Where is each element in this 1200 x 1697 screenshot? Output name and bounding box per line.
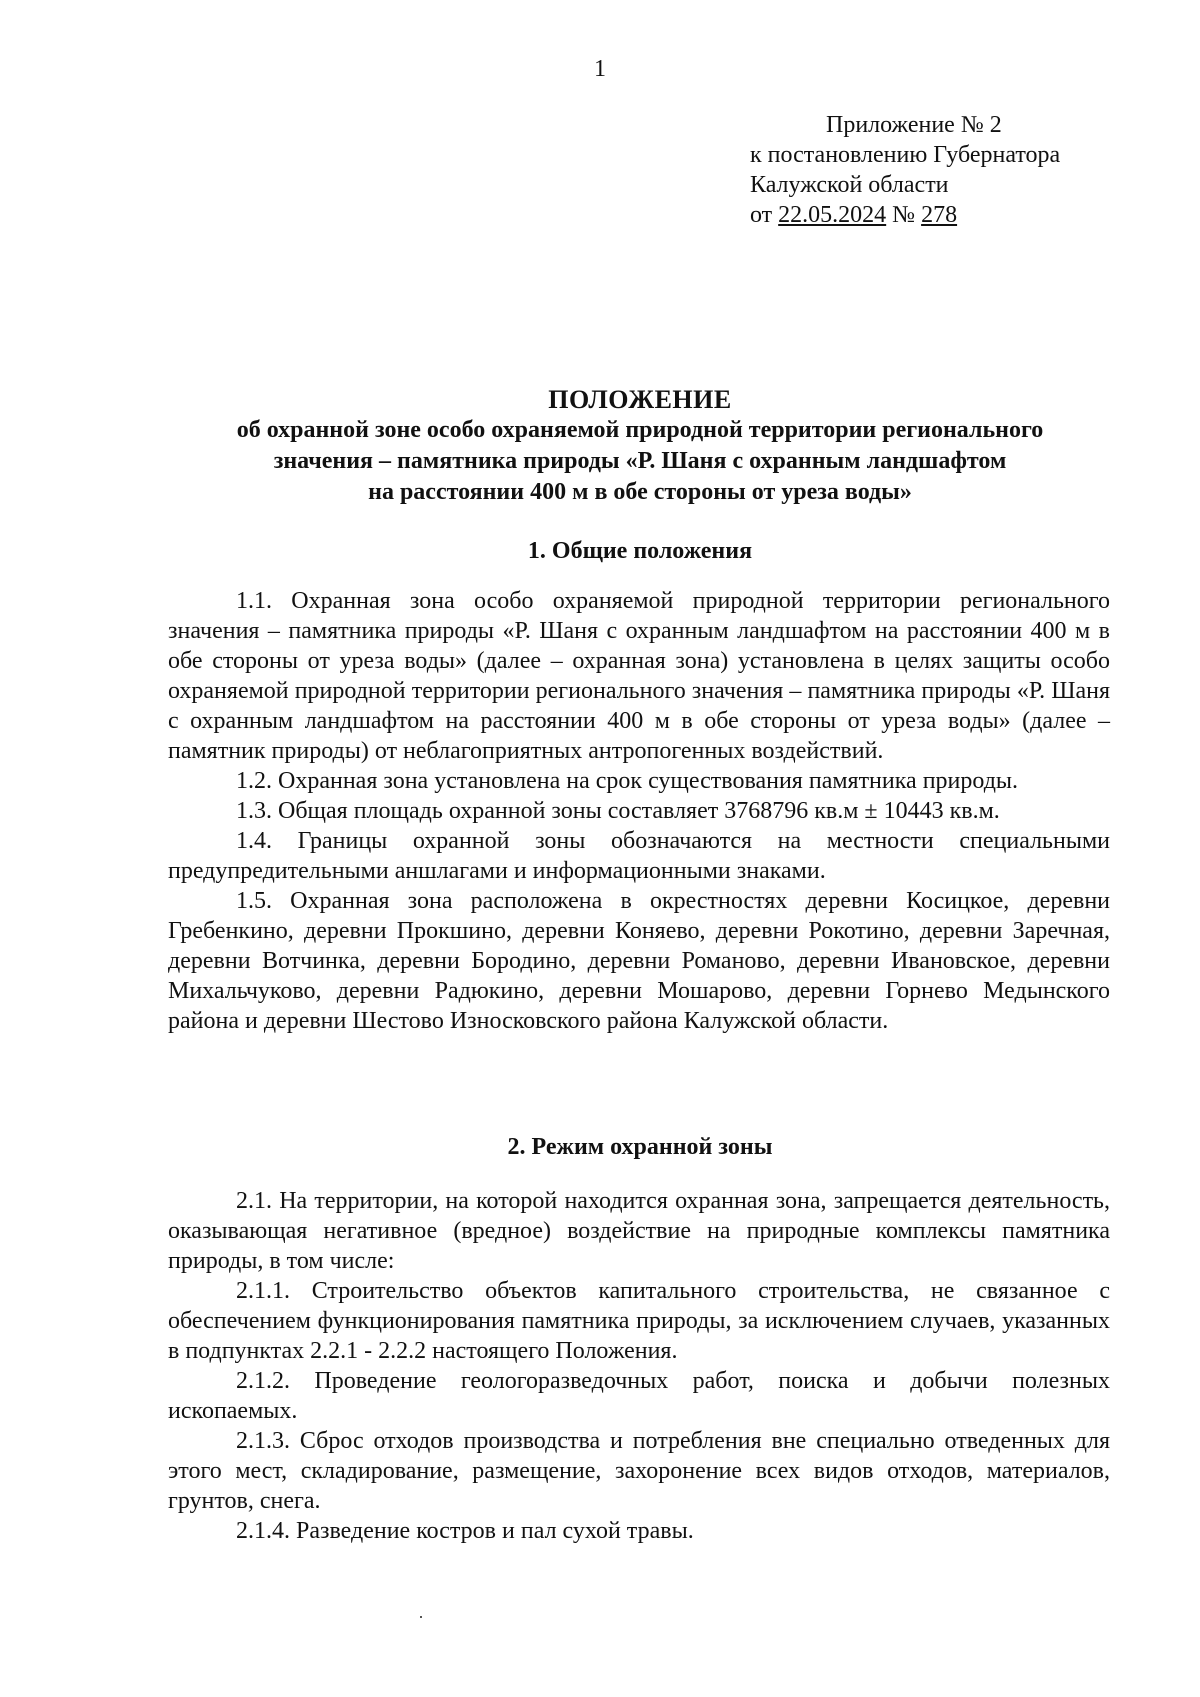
document-title-block — [160, 384, 1120, 508]
scan-dot-mark — [420, 1616, 422, 1618]
paragraph-2-1-4: 2.1.4. Разведение костров и пал сухой травы. — [236, 1518, 694, 1544]
paragraph-2-1: 2.1. На территории, на которой находится охранная зона, запрещается деятельность, оказывающая негативное (вредное) воздействие на природные комплексы памятника природы, в том числе: — [168, 1188, 1110, 1274]
title-line-3: на расстоянии 400 м в обе стороны от уреза воды» — [368, 479, 912, 505]
paragraph-1-2: 1.2. Охранная зона установлена на срок существования памятника природы. — [236, 768, 1019, 794]
attachment-line-2: к постановлению Губернатора — [750, 142, 1061, 168]
paragraph-2-1-2: 2.1.2. Проведение геологоразведочных работ, поиска и добычи полезных ископаемых. — [168, 1368, 1110, 1424]
decree-date: 22.05.2024 — [778, 202, 887, 228]
paragraph-1-3: 1.3. Общая площадь охранной зоны составляет 3768796 кв.м ± 10443 кв.м. — [236, 798, 1000, 824]
attachment-line-1: Приложение № 2 — [826, 112, 1002, 138]
section-1-heading: 1. Общие положения — [527, 538, 753, 564]
paragraph-1-1: 1.1. Охранная зона особо охраняемой природной территории регионального значения – памятника природы «Р. Шаня с охранным ландшафтом на расстоянии 400 м в обе стороны от уреза воды» (далее – охранная зона) установлена в целях защиты особо охраняемой природной территории регионального значения – памятника природы «Р. Шаня с охранным ландшафтом на расстоянии 400 м в обе стороны от уреза воды» (далее – памятник природы) от неблагоприятных антропогенных воздействий. — [168, 588, 1110, 764]
page-number: 1 — [594, 56, 606, 82]
paragraph-1-5: 1.5. Охранная зона расположена в окрестностях деревни Косицкое, деревни Гребенкино, деревни Прокшино, деревни Коняево, деревни Рокотино, деревни Заречная, деревни Вотчинка, деревни Бородино, деревни Романово, деревни Ивановское, деревни Михальчуково, деревни Радюкино, деревни Мошарово, деревни Горнево Медынского района и деревни Шестово Износковского района Калужской области. — [168, 888, 1110, 1034]
attachment-date-line — [750, 200, 1150, 230]
title-line-1: об охранной зоне особо охраняемой природной территории регионального — [236, 417, 1044, 443]
document-title: ПОЛОЖЕНИЕ — [548, 385, 732, 414]
attachment-line-3: Калужской области — [750, 172, 949, 198]
title-line-2: значения – памятника природы «Р. Шаня с охранным ландшафтом — [273, 448, 1007, 474]
date-prefix: от — [750, 202, 773, 228]
section-2-heading: 2. Режим охранной зоны — [507, 1134, 773, 1160]
paragraph-1-4: 1.4. Границы охранной зоны обозначаются на местности специальными предупредительными аншлагами и информационными знаками. — [168, 828, 1110, 884]
section-2-body — [168, 1186, 1110, 1546]
attachment-block — [750, 110, 1150, 230]
section-1-body — [168, 586, 1110, 1036]
decree-number: 278 — [921, 202, 958, 228]
paragraph-2-1-1: 2.1.1. Строительство объектов капитального строительства, не связанное с обеспечением функционирования памятника природы, за исключением случаев, указанных в подпунктах 2.2.1 - 2.2.2 настоящего Положения. — [168, 1278, 1110, 1364]
paragraph-2-1-3: 2.1.3. Сброс отходов производства и потребления вне специально отведенных для этого мест, складирование, размещение, захоронение всех видов отходов, материалов, грунтов, снега. — [168, 1428, 1110, 1514]
number-prefix: № — [892, 202, 916, 228]
